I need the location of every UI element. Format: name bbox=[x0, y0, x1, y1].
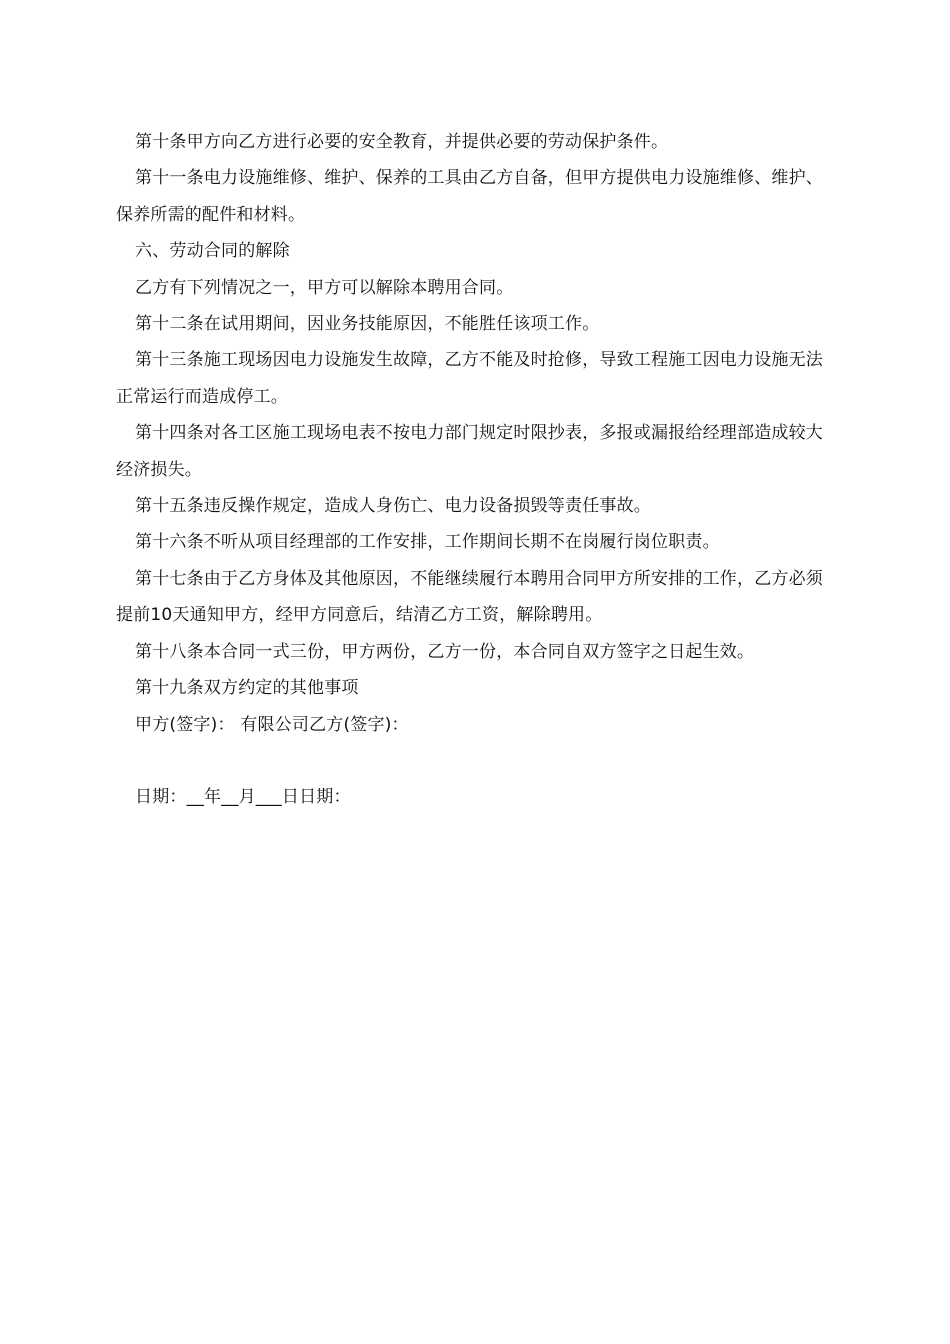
clause-13: 第十三条施工现场因电力设施发生故障，乙方不能及时抢修，导致工程施工因电力设施无法正常运行而造成停工。 bbox=[116, 350, 823, 407]
clause-11: 第十一条电力设施维修、维护、保养的工具由乙方自备，但甲方提供电力设施维修、维护、保养所需的配件和材料。 bbox=[116, 168, 823, 225]
date-line: 日期：__年__月___日日期： bbox=[135, 786, 351, 807]
blank-line bbox=[116, 743, 838, 779]
signature-line: 甲方(签字)： 有限公司乙方(签字)： bbox=[135, 714, 409, 735]
clause-12: 第十二条在试用期间，因业务技能原因，不能胜任该项工作。 bbox=[135, 314, 600, 335]
clause-17: 第十七条由于乙方身体及其他原因，不能继续履行本聘用合同甲方所安排的工作，乙方必须提前10天通知甲方，经甲方同意后，结清乙方工资，解除聘用。 bbox=[116, 568, 823, 626]
clause-10: 第十条甲方向乙方进行必要的安全教育，并提供必要的劳动保护条件。 bbox=[135, 132, 669, 152]
clause-18: 第十八条本合同一式三份，甲方两份，乙方一份，本合同自双方签字之日起生效。 bbox=[135, 641, 755, 662]
termination-intro: 乙方有下列情况之一，甲方可以解除本聘用合同。 bbox=[135, 277, 514, 298]
clause-15: 第十五条违反操作规定，造成人身伤亡、电力设备损毁等责任事故。 bbox=[135, 496, 651, 517]
clause-16: 第十六条不听从项目经理部的工作安排，工作期间长期不在岗履行岗位职责。 bbox=[135, 532, 720, 553]
clause-19: 第十九条双方约定的其他事项 bbox=[135, 678, 359, 699]
section-heading-termination: 六、劳动合同的解除 bbox=[135, 241, 290, 262]
document-body bbox=[116, 124, 838, 815]
clause-14: 第十四条对各工区施工现场电表不按电力部门规定时限抄表，多报或漏报给经理部造成较大经济损失。 bbox=[116, 423, 823, 480]
